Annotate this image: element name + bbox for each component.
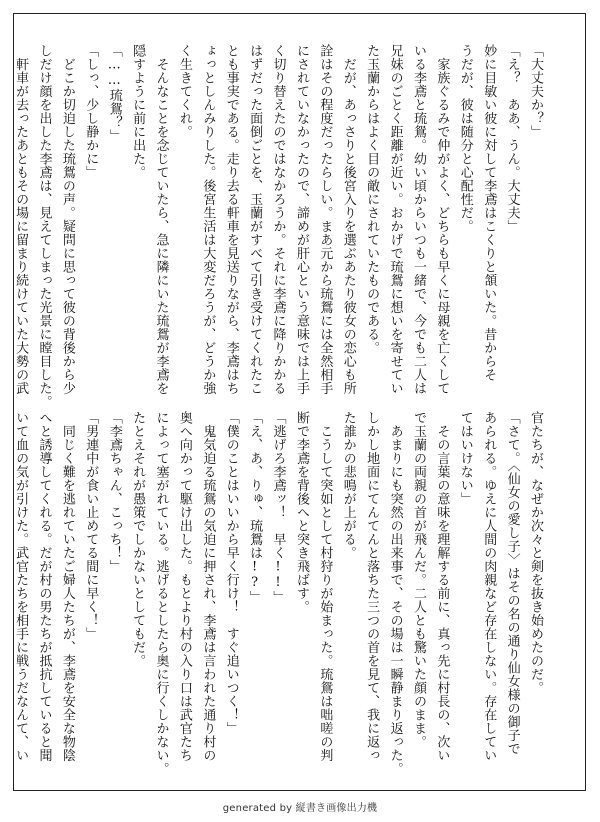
text-line: 家族ぐるみで仲がよく、どちらも早くに母親を亡くして xyxy=(434,44,450,395)
text-line: 奥へ向かって駆け出した。もとより村の入り口は武官たち xyxy=(176,411,192,762)
text-line: いて血の気が引けた。武官たちを相手に戦うだなんて、い xyxy=(13,411,29,762)
text-line: で玉蘭の両親の首が飛んだ。二人とも驚いた顔のまま。 xyxy=(410,411,426,749)
text-line: あまりにも突然の出来事で、その場は一瞬静まり返った。 xyxy=(387,411,403,776)
text-line: 官たちが、なぜか次々と剣を抜き始めたのだ。 xyxy=(528,411,543,695)
text-line: 「李鳶ちゃん、こっち！」 xyxy=(106,411,122,573)
text-line: 隠すように前に出た。 xyxy=(130,44,146,179)
text-line: あられる。ゆえに人間の肉親など存在しない。存在してい xyxy=(481,411,497,762)
text-line: 「さて。〈仙女の愛し子〉はその名の通り仙女様の御子で xyxy=(504,411,520,756)
text-line: だが、あっさりと後宮入りを選ぶあたり彼女の恋心も所 xyxy=(340,44,356,395)
text-line: 軒車が去ったあともその場に留まり続けていた大勢の武 xyxy=(13,44,29,395)
text-line: 「大丈夫か？」 xyxy=(528,44,543,139)
text-line: く切り替えたのではなかろうか。それに李鳶に降りかかる xyxy=(270,44,286,395)
text-line: しだけ顔を出した李鳶は、見えてしまった光景に瞠目した。 xyxy=(36,44,52,409)
text-line: によって塞がれている。逃げるとしたら奥に行くしかない。 xyxy=(153,411,169,776)
text-line: 「男連中が食い止めてる間に早く！」 xyxy=(83,411,99,641)
text-line: た玉蘭からはよく目の敵にされていたものである。 xyxy=(364,44,380,355)
text-line: 「え？ ああ、うん。大丈夫」 xyxy=(504,44,520,233)
text-line: く生きてくれ。 xyxy=(176,44,192,139)
text-line: 「逃げろ李鳶ッ！ 早く!!」 xyxy=(270,411,286,604)
text-line: とも事実である。走り去る軒車を見送りながら、李鳶はち xyxy=(223,44,239,395)
text-line: てはいけない」 xyxy=(457,411,473,506)
generator-credit: generated by 縦書き画像出力機 xyxy=(222,803,378,814)
text-line: 同じく難を逃れていたご婦人たちが、李鳶を安全な物陰 xyxy=(59,411,75,762)
text-line: 「……琉鴛？」 xyxy=(106,44,122,143)
text-line: 兄妹のごとく距離が近い。おかげで琉鴛に想いを寄せてい xyxy=(387,44,403,395)
text-line: 鬼気迫る琉鴛の気迫に押され、李鳶は言われた通り村の xyxy=(200,411,216,762)
text-line: 妙に目敏い彼に対して李鳶はこくりと頷いた。昔からそ xyxy=(481,44,497,382)
text-line: どこか切迫した琉鴛の声。疑問に思って彼の背後から少 xyxy=(59,44,75,395)
text-line: うだが、彼は随分と心配性だ。 xyxy=(457,44,473,233)
text-line: そんなことを念じていたら、急に隣にいた琉鴛が李鳶を xyxy=(153,44,169,395)
text-line: にされていなかったので、諦めが肝心という意味では上手 xyxy=(293,44,309,395)
text-line: へと誘導してくれる。だが村の男たちが抵抗していると聞 xyxy=(36,411,52,762)
text-line: その言葉の意味を理解する前に、真っ先に村長の、次い xyxy=(434,411,450,762)
lower-text-block xyxy=(13,411,547,776)
text-line: 詮はその程度だったらしい。まあ元から琉鴛には全然相手 xyxy=(317,44,333,395)
text-line: こうして突如として村狩りが始まった。琉鴛は咄嗟の判 xyxy=(317,411,333,762)
text-line: た誰かの悲鳴が上がる。 xyxy=(340,411,356,560)
text-line: 「しっ、少し静かに」 xyxy=(83,44,99,179)
text-line: はずだった面倒ごとを、玉蘭がすべて引き受けてくれたこ xyxy=(247,44,263,395)
page-frame xyxy=(13,13,586,791)
text-line: 「え、あ、りゅ、琉鴛は!?」 xyxy=(247,411,263,604)
text-line: しかし地面にてんてんと落ちた三つの首を見て、我に返っ xyxy=(364,411,380,762)
text-line: 「僕のことはいいから早く行け！ すぐ追いつく！」 xyxy=(223,411,239,735)
upper-text-block xyxy=(13,44,547,409)
text-line: 断で李鳶を背後へと突き飛ばす。 xyxy=(293,411,309,614)
text-line: いる李鳶と琉鴛。幼い頃からいつも一緒で、今でも二人は xyxy=(410,44,426,395)
text-line: ょっとしんみりした。後宮生活は大変だろうが、どうか強 xyxy=(200,44,216,395)
text-line: たとえそれが愚策でしかないとしてもだ。 xyxy=(130,411,146,668)
